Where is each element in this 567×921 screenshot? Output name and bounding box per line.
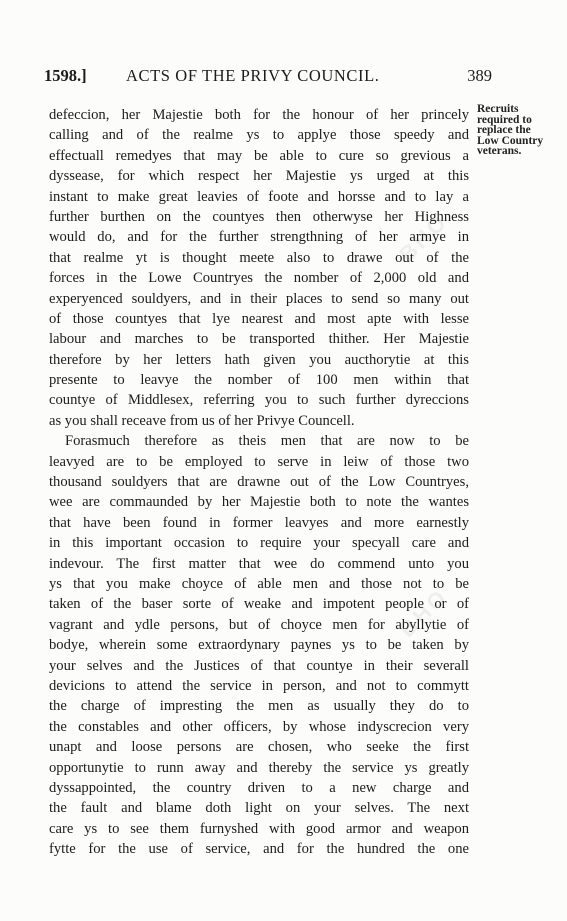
text-line: the fault and blame doth light on your selves. The next [49, 800, 469, 817]
text-line: your selves and the Justices of that countye in their severall [49, 657, 469, 674]
text-line: that realme yt is thought meete also to drawe out of the [49, 249, 469, 266]
running-header [44, 66, 492, 90]
text-line: dyssease, for which respect her Majestie ys urged at this [49, 168, 469, 185]
text-line: care ys to see them furnyshed with good armor and weapon [49, 820, 469, 837]
text-line: would do, and for the further strengthning of her armye in [49, 229, 469, 246]
text-line: experyenced souldyers, and in their places to send so many out [49, 290, 469, 307]
watermark: BHO [394, 208, 453, 267]
header-title: ACTS OF THE PRIVY COUNCIL. [126, 66, 380, 85]
text-line: opportunytie to runn away and thereby the service ys greatly [49, 759, 469, 776]
text-line: taken of the baser sorte of weake and impotent people or of [49, 596, 469, 613]
text-line: instant to make great leavies of foote and horsse and to lay a [49, 188, 469, 205]
margin-note-line: veterans. [477, 145, 522, 157]
text-line: the charge of impresting the men as usually they do to [49, 698, 469, 715]
text-line: devicions to attend the service in person, and not to commytt [49, 677, 469, 694]
text-line: the constables and other officers, by whose indyscrecion very [49, 718, 469, 735]
text-line: ys that you make choyce of able men and those not to be [49, 575, 469, 592]
header-year: 1598.] [44, 66, 87, 85]
margin-note-line: Recruits [477, 103, 519, 115]
margin-note-line: required to [477, 113, 532, 126]
body-text [49, 105, 469, 859]
text-line: indevour. The first matter that wee do commend unto you [49, 555, 469, 572]
text-line: fytte for the use of service, and for the hundred the one [49, 841, 469, 858]
text-line: that have been found in former leavyes and more earnestly [49, 514, 469, 531]
paragraph [49, 105, 469, 431]
margin-note-line: replace the [477, 124, 531, 136]
text-line: further burthen on the countyes then otherwyse her Highness [49, 208, 469, 225]
text-line: unapt and loose persons are chosen, who seeke the first [49, 739, 469, 756]
paragraph [49, 431, 469, 859]
page-number: 389 [467, 66, 492, 85]
margin-note-line: Low Country [477, 134, 544, 147]
text-line: therefore by her letters hath given you aucthorytie at this [49, 351, 469, 368]
text-line: effectuall remedyes that may be able to cure so grevious a [49, 147, 469, 164]
text-line: vagrant and ydle persons, but of choyce men for abyllytie of [49, 616, 469, 633]
text-line: in this important occasion to require your specyall care and [49, 535, 469, 552]
text-line: presente to leavye the nomber of 100 men within that [49, 372, 469, 389]
text-line: as you shall receave from us of her Privye Councell. [49, 412, 355, 429]
text-line: bodye, wherein some extraordynary paynes ys to be taken by [49, 637, 469, 654]
text-line: dyssappointed, the country driven to a new charge and [49, 779, 469, 796]
text-line: forces in the Lowe Countryes the nomber of 2,000 old and [49, 270, 469, 287]
text-line: thousand souldyers that are drawne out of the Low Countryes, [49, 474, 469, 491]
text-line: calling and of the realme ys to applye those speedy and [49, 127, 469, 144]
text-line: labour and marches to be transported thither. Her Majestie [49, 331, 469, 348]
watermark: BHO [394, 583, 453, 642]
text-line: wee are commaunded by her Majestie both to note the wantes [49, 494, 469, 511]
text-line: countye of Middlesex, referring you to such further dyreccions [49, 392, 469, 409]
text-line: Forasmuch therefore as theis men that are now to be [65, 433, 469, 450]
text-line: of those countyes that lye nearest and most apte with lesse [49, 310, 469, 327]
margin-note [477, 104, 567, 157]
text-line: defeccion, her Majestie both for the honour of her princely [49, 107, 469, 123]
text-line: leavyed are to be employed to serve in leiw of those two [49, 453, 469, 470]
